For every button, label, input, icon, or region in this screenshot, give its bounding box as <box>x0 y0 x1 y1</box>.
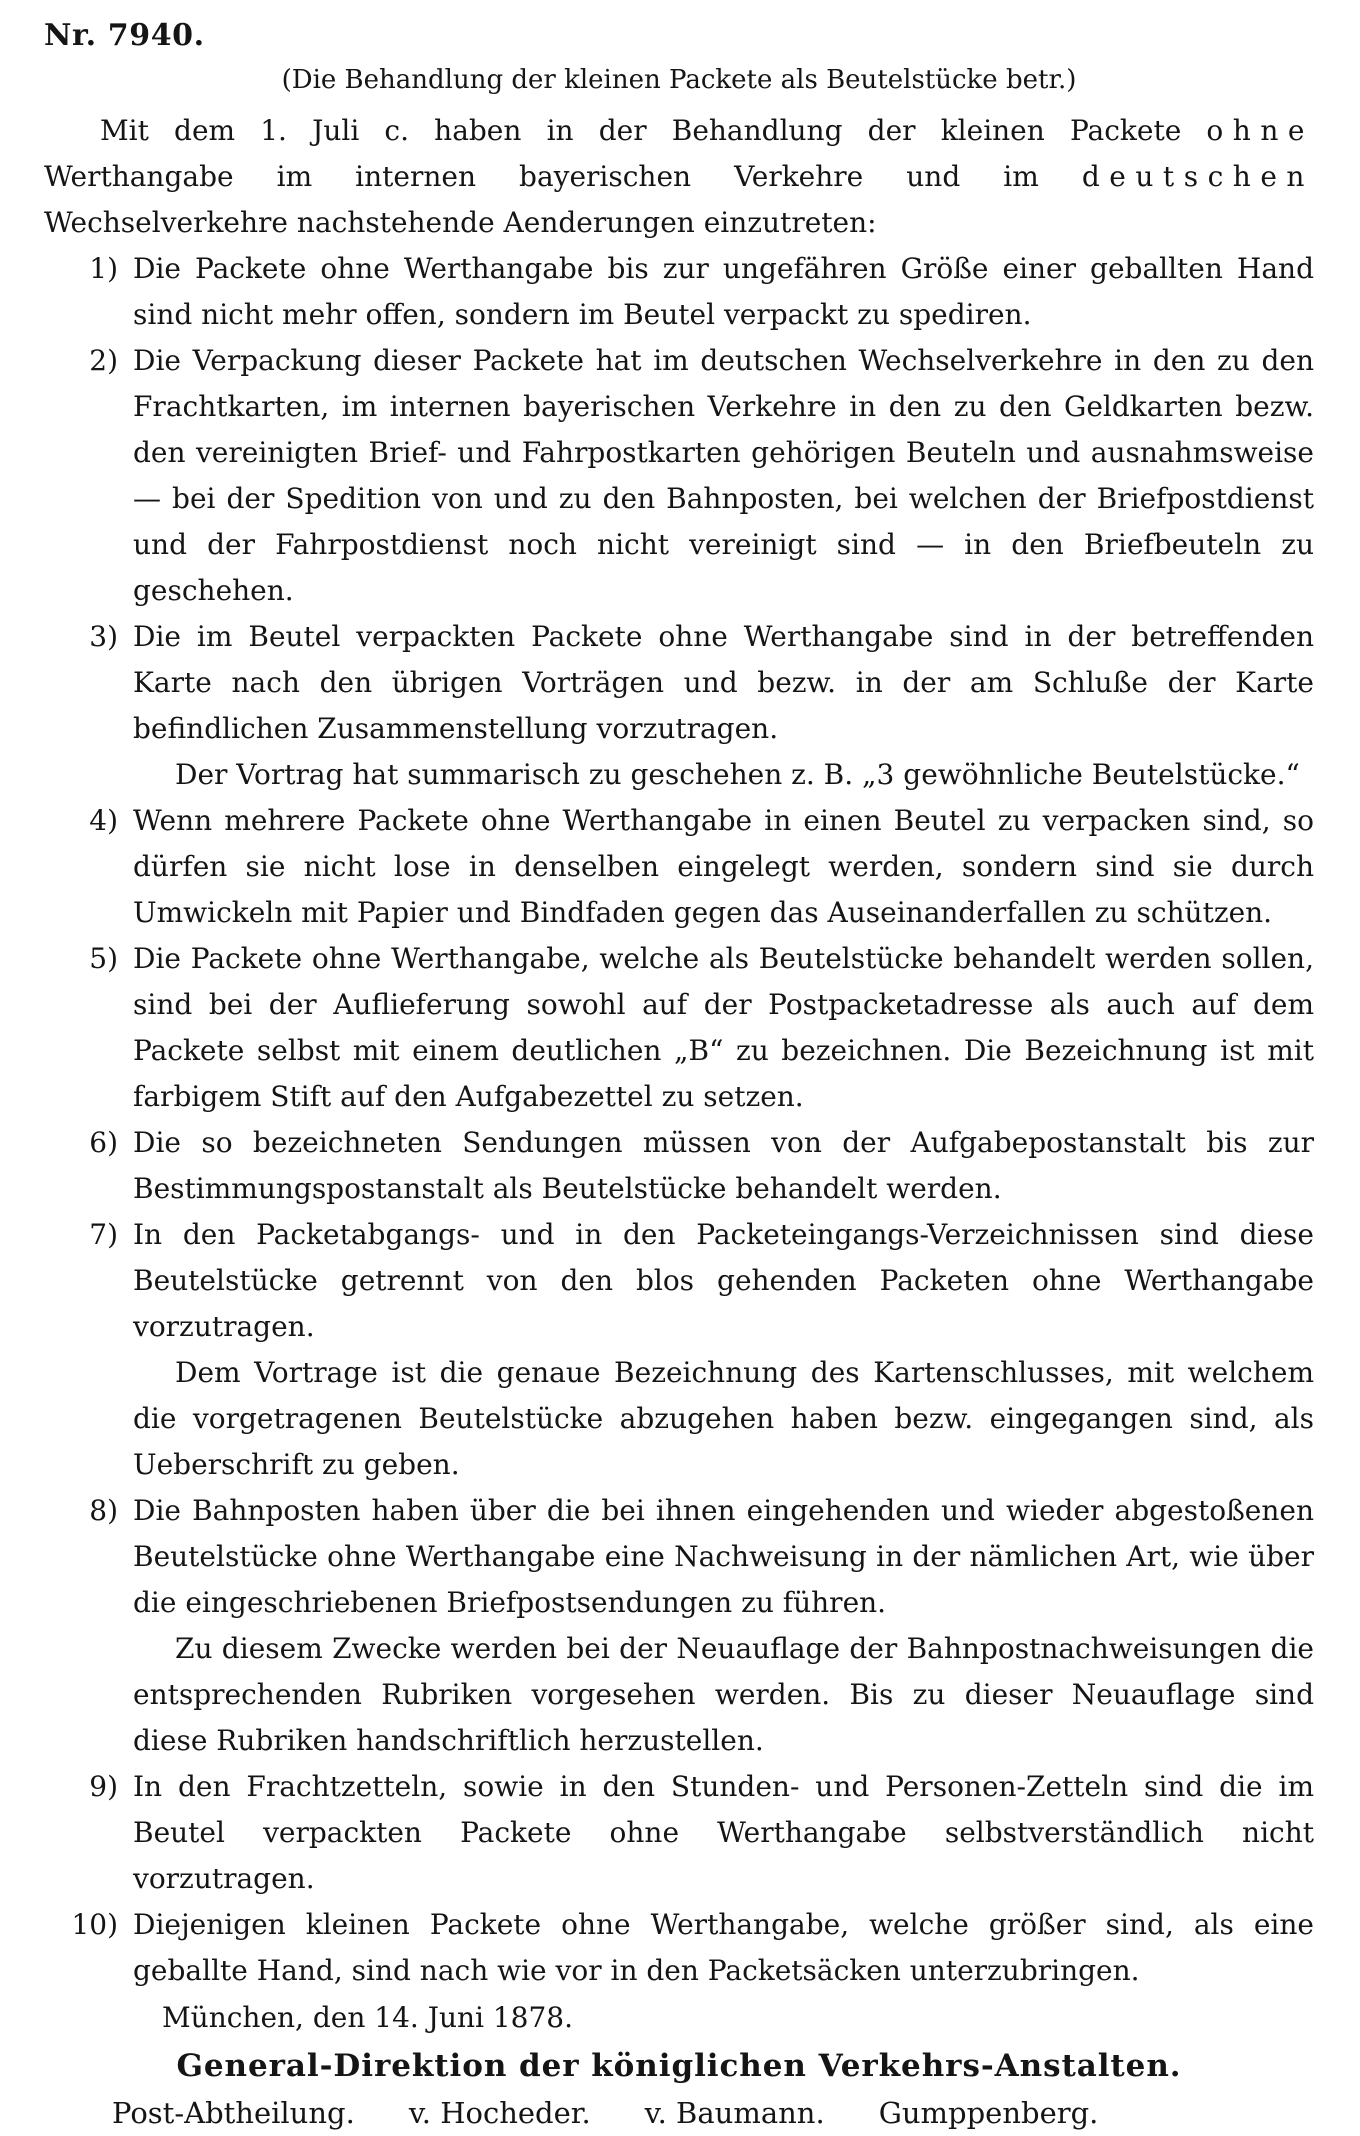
intro-text-segment: Mit dem 1. Juli c. haben in der Behandlung der kleinen Packete <box>100 114 1207 147</box>
item-paragraph: Diejenigen kleinen Packete ohne Werthangabe, welche größer sind, als eine geballte Hand, sind nach wie vor in den Packetsäcken unterzubringen. <box>133 1908 1314 1987</box>
intro-text-segment: Wechselverkehre nachstehende Aenderungen einzutreten: <box>44 206 877 239</box>
item-body <box>133 246 1314 338</box>
list-item <box>44 614 1314 798</box>
item-number: 10) <box>71 1908 118 1941</box>
item-paragraph: Die so bezeichneten Sendungen müssen von der Aufgabepostanstalt bis zur Bestimmungspostanstalt als Beutelstücke behandelt werden. <box>133 1126 1314 1205</box>
item-number: 6) <box>89 1126 118 1159</box>
item-body <box>133 1764 1314 1902</box>
list-item <box>44 1212 1314 1488</box>
list-item <box>44 1902 1314 1994</box>
intro-paragraph <box>44 108 1314 246</box>
list-item <box>44 1764 1314 1902</box>
item-paragraph: Wenn mehrere Packete ohne Werthangabe in einen Beutel zu verpacken sind, so dürfen sie nicht lose in denselben eingelegt werden, sondern sind sie durch Umwickeln mit Papier und Bindfaden gegen das Auseinanderfallen zu schützen. <box>133 804 1314 929</box>
item-paragraph: Die Packete ohne Werthangabe, welche als Beutelstücke behandelt werden sollen, sind bei der Auflieferung sowohl auf der Postpacketadresse als auch auf dem Packete selbst mit einem deutlichen „B“ zu bezeichnen. Die Bezeichnung ist mit farbigem Stift auf den Aufgabezettel zu setzen. <box>133 942 1314 1113</box>
subject-line: (Die Behandlung der kleinen Packete als Beutelstücke betr.) <box>281 65 1077 95</box>
list-item <box>44 1488 1314 1764</box>
list-item <box>44 1120 1314 1212</box>
item-body <box>133 614 1314 798</box>
item-paragraph: Die Verpackung dieser Packete hat im deutschen Wechselverkehre in den zu den Frachtkarten, im internen bayerischen Verkehre in den zu den Geldkarten bezw. den vereinigten Brief- und Fahrpostkarten gehörigen Beuteln und ausnahmsweise — bei der Spedition von und zu den Bahnposten, bei welchen der Briefpostdienst und der Fahrpostdienst noch nicht vereinigt sind — in den Briefbeuteln zu geschehen. <box>133 344 1314 607</box>
list-item <box>44 936 1314 1120</box>
item-body <box>133 936 1314 1120</box>
item-body <box>133 1902 1314 1994</box>
item-body <box>133 1488 1314 1764</box>
item-paragraph: In den Packetabgangs- und in den Packeteingangs-Verzeichnissen sind diese Beutelstücke getrennt von den blos gehenden Packeten ohne Werthangabe vorzutragen. <box>133 1218 1314 1343</box>
item-number: 4) <box>89 804 118 837</box>
date-line: München, den 14. Juni 1878. <box>162 2001 574 2034</box>
item-body <box>133 1120 1314 1212</box>
signature-name: v. Baumann. <box>644 2096 825 2130</box>
item-paragraph: Die Packete ohne Werthangabe bis zur ungefähren Größe einer geballten Hand sind nicht mehr offen, sondern im Beutel verpackt zu spediren. <box>133 252 1314 331</box>
item-paragraph: Dem Vortrage ist die genaue Bezeichnung des Kartenschlusses, mit welchem die vorgetragenen Beutelstücke abzugehen haben bezw. eingegangen sind, als Ueberschrift zu geben. <box>133 1356 1314 1481</box>
list-item <box>44 798 1314 936</box>
item-number: 3) <box>89 620 118 653</box>
signature-organization: General-Direktion der königlichen Verkehrs-Anstalten. <box>176 2048 1182 2084</box>
item-paragraph: In den Frachtzetteln, sowie in den Stunden- und Personen-Zetteln sind die im Beutel verpackten Packete ohne Werthangabe selbstverständlich nicht vorzutragen. <box>133 1770 1314 1895</box>
item-number: 9) <box>89 1770 118 1803</box>
item-body <box>133 1212 1314 1488</box>
item-number: 8) <box>89 1494 118 1527</box>
item-number: 5) <box>89 942 118 975</box>
signature-row <box>112 2090 1314 2136</box>
item-body <box>133 798 1314 936</box>
item-paragraph: Zu diesem Zwecke werden bei der Neuauflage der Bahnpostnachweisungen die entsprechenden Rubriken vorgesehen werden. Bis zu dieser Neuauflage sind diese Rubriken handschriftlich herzustellen. <box>133 1632 1314 1757</box>
item-number: 7) <box>89 1218 118 1251</box>
list-item <box>44 338 1314 614</box>
item-number: 1) <box>89 252 118 285</box>
item-paragraph: Die im Beutel verpackten Packete ohne Werthangabe sind in der betreffenden Karte nach den übrigen Vorträgen und bezw. in der am Schluße der Karte befindlichen Zusammenstellung vorzutragen. <box>133 620 1314 745</box>
signature-name: v. Hocheder. <box>408 2096 591 2130</box>
items-list <box>44 246 1314 1994</box>
item-number: 2) <box>89 344 118 377</box>
intro-text-segment: Werthangabe im internen bayerischen Verkehre und im <box>44 160 1082 193</box>
emphasized-word: ohne <box>1206 114 1314 147</box>
item-paragraph: Die Bahnposten haben über die bei ihnen eingehenden und wieder abgestoßenen Beutelstücke ohne Werthangabe eine Nachweisung in der nämlichen Art, wie über die eingeschriebenen Briefpostsendungen zu führen. <box>133 1494 1314 1619</box>
signature-name: Post-Abtheilung. <box>112 2096 355 2130</box>
emphasized-word: deutschen <box>1081 160 1314 193</box>
signature-name: Gumppenberg. <box>878 2096 1099 2130</box>
list-item <box>44 246 1314 338</box>
item-paragraph: Der Vortrag hat summarisch zu geschehen z. B. „3 gewöhnliche Beutelstücke.“ <box>175 758 1300 791</box>
item-body <box>133 338 1314 614</box>
document-number: Nr. 7940. <box>44 18 205 53</box>
